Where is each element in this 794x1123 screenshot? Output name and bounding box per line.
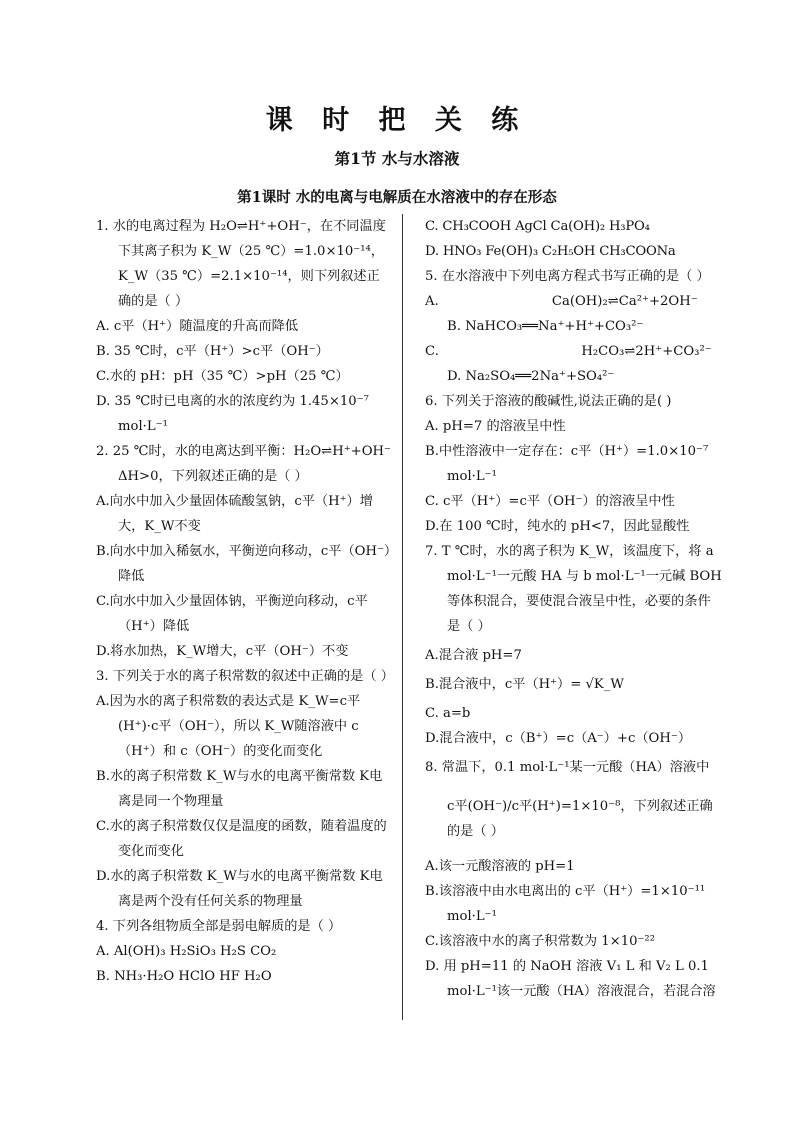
question-6-stem: 6. 下列关于溶液的酸碱性,说法正确的是( ) bbox=[425, 394, 672, 409]
q3-option-b: B.水的离子积常数 K_W与水的电离平衡常数 K电离是同一个物理量 bbox=[96, 769, 383, 809]
q1-option-d: D. 35 ℃时已电离的水的浓度约为 1.45×10⁻⁷ mol·L⁻¹ bbox=[96, 394, 369, 434]
page-title: 课 时 把 关 练 bbox=[265, 105, 529, 136]
q4-option-a: A. Al(OH)₃ H₂SiO₃ H₂S CO₂ bbox=[96, 944, 277, 959]
question-5-stem: 5. 在水溶液中下列电离方程式书写正确的是（ ） bbox=[425, 269, 710, 284]
q7-option-a: A.混合液 pH=7 bbox=[425, 648, 522, 663]
q5-option-c: C. H₂CO₃⇌2H⁺+CO₃²⁻ bbox=[425, 344, 712, 359]
q3-option-c: C.水的离子积常数仅仅是温度的函数，随着温度的变化而变化 bbox=[96, 819, 387, 859]
q2-option-b: B.向水中加入稀氨水，平衡逆向移动，c平（OH⁻）降低 bbox=[96, 544, 391, 584]
q8-option-b: B.该溶液中由水电离出的 c平（H⁺）=1×10⁻¹¹ mol·L⁻¹ bbox=[425, 884, 706, 924]
q7-option-d: D.混合液中，c（B⁺）=c（A⁻）+c（OH⁻） bbox=[425, 731, 692, 746]
q5-option-a: A. Ca(OH)₂⇌Ca²⁺+2OH⁻ bbox=[425, 294, 698, 309]
q8-option-c: C.该溶液中水的离子积常数为 1×10⁻²² bbox=[425, 934, 656, 949]
q2-option-d: D.将水加热，K_W增大，c平（OH⁻）不变 bbox=[96, 644, 349, 659]
q2-option-a: A.向水中加入少量固体硫酸氢钠，c平（H⁺）增大，K_W不变 bbox=[96, 494, 373, 534]
q3-option-a: A.因为水的离子积常数的表达式是 K_W=c平(H⁺)·c平（OH⁻），所以 K_W随溶液中 c（H⁺）和 c（OH⁻）的变化而变化 bbox=[96, 694, 361, 759]
q4-option-b: B. NH₃·H₂O HClO HF H₂O bbox=[96, 969, 272, 984]
q8-option-d: D. 用 pH=11 的 NaOH 溶液 V₁ L 和 V₂ L 0.1 mol·L⁻¹该一元酸（HA）溶液混合，若混合溶 bbox=[425, 959, 716, 999]
section-heading: 第1节 水与水溶液 bbox=[334, 149, 460, 168]
q7-option-b: B.混合液中，c平（H⁺）= √K_W bbox=[425, 677, 624, 692]
left-column bbox=[96, 214, 394, 989]
q1-option-a: A. c平（H⁺）随温度的升高而降低 bbox=[96, 319, 299, 334]
question-2-stem: 2. 25 ℃时，水的电离达到平衡：H₂O⇌H⁺+OH⁻ ΔH>0，下列叙述正确的是（ ） bbox=[96, 444, 391, 484]
q6-option-a: A. pH=7 的溶液呈中性 bbox=[425, 419, 566, 434]
q7-option-c: C. a=b bbox=[425, 706, 471, 721]
q6-option-c: C. c平（H⁺）=c平（OH⁻）的溶液呈中性 bbox=[425, 494, 675, 509]
question-1-stem: 1. 水的电离过程为 H₂O⇌H⁺+OH⁻，在不同温度下其离子积为 K_W（25 ℃）=1.0×10⁻¹⁴，K_W（35 ℃）=2.1×10⁻¹⁴，则下列叙述正确的是（ ） bbox=[96, 219, 386, 309]
q1-option-c: C.水的 pH：pH（35 ℃）>pH（25 ℃） bbox=[96, 369, 349, 384]
q6-option-b: B.中性溶液中一定存在：c平（H⁺）=1.0×10⁻⁷ mol·L⁻¹ bbox=[425, 444, 709, 484]
q5-option-b: B. NaHCO₃══Na⁺+H⁺+CO₃²⁻ bbox=[447, 319, 644, 334]
q4-option-d: D. HNO₃ Fe(OH)₃ C₂H₅OH CH₃COONa bbox=[425, 244, 676, 259]
question-3-stem: 3. 下列关于水的离子积常数的叙述中正确的是（ ） bbox=[96, 669, 394, 684]
q2-option-c: C.向水中加入少量固体钠，平衡逆向移动，c平（H⁺）降低 bbox=[96, 594, 368, 634]
right-column bbox=[425, 214, 723, 1004]
column-divider bbox=[402, 214, 403, 1020]
question-4-stem: 4. 下列各组物质全部是弱电解质的是（ ） bbox=[96, 919, 342, 934]
q1-option-b: B. 35 ℃时，c平（H⁺）>c平（OH⁻） bbox=[96, 344, 329, 359]
q5-option-d: D. Na₂SO₄══2Na⁺+SO₄²⁻ bbox=[447, 369, 615, 384]
q8-option-a: A.该一元酸溶液的 pH=1 bbox=[425, 859, 575, 874]
question-8-stem: 8. 常温下，0.1 mol·L⁻¹某一元酸（HA）溶液中 bbox=[425, 760, 710, 775]
q3-option-d: D.水的离子积常数 K_W与水的电离平衡常数 K电离是两个没有任何关系的物理量 bbox=[96, 869, 383, 909]
q6-option-d: D.在 100 ℃时，纯水的 pH<7，因此显酸性 bbox=[425, 519, 690, 534]
question-8-ratio: c平(OH⁻)/c平(H⁺)=1×10⁻⁸，下列叙述正确的是（ ） bbox=[447, 799, 713, 839]
question-7-stem: 7. T ℃时，水的离子积为 K_W，该温度下，将 a mol·L⁻¹一元酸 HA 与 b mol·L⁻¹一元碱 BOH 等体积混合，要使混合液呈中性，必要的条件是（ ） bbox=[425, 544, 722, 634]
q4-option-c: C. CH₃COOH AgCl Ca(OH)₂ H₃PO₄ bbox=[425, 219, 650, 234]
lesson-heading: 第1课时 水的电离与电解质在水溶液中的存在形态 bbox=[237, 189, 557, 206]
